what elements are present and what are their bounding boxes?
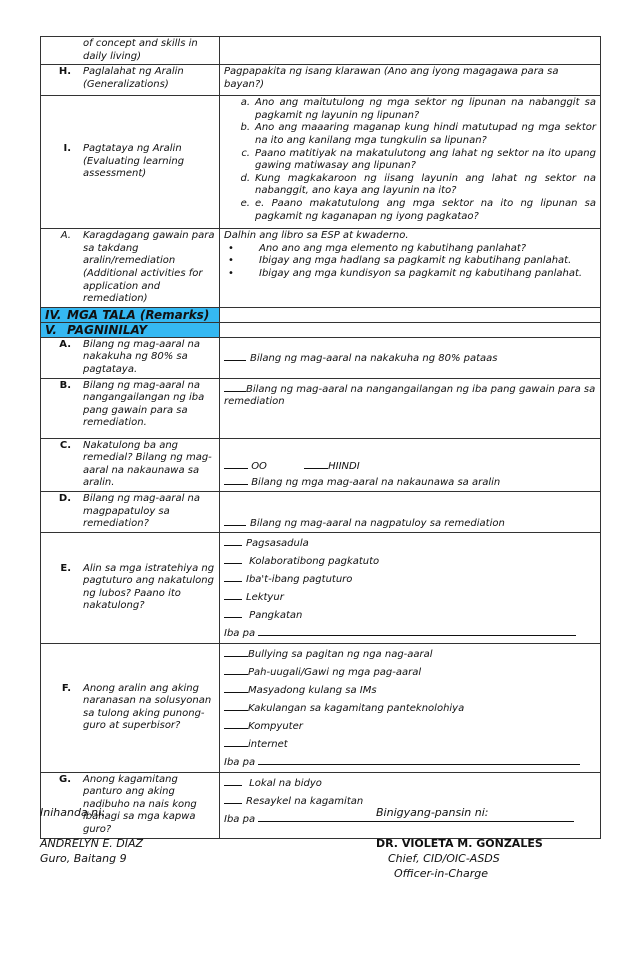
refl-d-answer: Bilang ng mag-aaral na nagpatuloy sa remediation bbox=[250, 518, 505, 530]
list-item: Lokal na bidyo bbox=[224, 774, 596, 792]
noted-label: Binigyang-pansin ni: bbox=[376, 806, 489, 819]
row-letter: H. bbox=[58, 66, 71, 78]
list-item: Kakulangan sa kagamitang panteknolohiya bbox=[224, 699, 596, 717]
list-item: internet bbox=[224, 735, 596, 753]
refl-a-answer: Bilang ng mag-aaral na nakakuha ng 80% pataas bbox=[250, 353, 498, 365]
noted-by-block bbox=[376, 805, 543, 881]
list-item: Pagsasadula bbox=[224, 534, 596, 552]
list-item: b. Ano ang maaaring maganap kung hindi matutupad ng mga sektor na ito ang kanilang mga tungkulin sa lipunan? bbox=[240, 122, 596, 146]
assessment-question-list bbox=[224, 97, 596, 223]
prepared-label: Inihanda ni: bbox=[40, 806, 105, 819]
list-item: d. Kung magkakaroon ng iisang layunin ang lahat ng sektor na nabanggit, ano kaya ang layunin na ito? bbox=[240, 172, 596, 197]
list-item: Bullying sa pagitan ng nga nag-aaral bbox=[224, 645, 596, 663]
refl-b-answer: Bilang ng mag-aaral na nangangailangan ng iba pang gawain para sa remediation bbox=[224, 383, 596, 408]
table-row bbox=[41, 37, 601, 65]
iba-pa-line: Iba pa bbox=[224, 753, 596, 771]
list-item: Resaykel na kagamitan bbox=[224, 792, 596, 810]
noted-role-1: Chief, CID/OIC-ASDS bbox=[388, 852, 500, 865]
additional-intro: Dalhin ang libro sa ESP at kwaderno. bbox=[224, 230, 409, 242]
section-row-remarks: IV. MGA TALA (Remarks) bbox=[41, 307, 601, 322]
list-item: Masyadong kulang sa IMs bbox=[224, 681, 596, 699]
table-row bbox=[41, 229, 601, 308]
refl-c-answer: Bilang ng mga mag-aaral na nakaunawa sa aralin bbox=[251, 477, 501, 489]
row-additional-label: Karagdagang gawain para sa takdang aralin/remediation (Additional activities for application and remediation) bbox=[83, 230, 215, 305]
list-item: e. e. Paano makatutulong ang mga sektor na ito ng lipunan sa pagkamit ng kaganapan ng iyong pagkatao? bbox=[240, 197, 596, 222]
section-title-remarks: MGA TALA (Remarks) bbox=[67, 307, 210, 322]
table-row bbox=[41, 65, 601, 96]
prepared-role: Guro, Baitang 9 bbox=[40, 852, 127, 865]
refl-d-label: Bilang ng mag-aaral na magpapatuloy sa remediation? bbox=[83, 492, 201, 530]
lesson-plan-table bbox=[40, 36, 601, 839]
table-row: F. Anong aralin ang aking naranasan na solusyonan sa tulong aking punong-guro at superbisor? Bullying sa pagitan ng nga nag-aaral Pah-uugali/Gawi ng mga pag-aaral Masyadong kulang sa IMs Kakulangan sa kagamitang panteknolohiya Kompyuter internet Iba pa bbox=[41, 643, 601, 772]
prepared-name: ANDRELYN E. DIAZ bbox=[40, 837, 144, 850]
list-item: • Ibigay ang mga hadlang sa pagkamit ng kabutihang panlahat. bbox=[228, 255, 572, 267]
table-row: B. Bilang ng mag-aaral na nangangailangan ng iba pang gawain para sa remediation. Bilang ng mag-aaral na nangangailangan ng iba pang gawain para sa remediation bbox=[41, 378, 601, 438]
list-item: Iba't-ibang pagtuturo bbox=[224, 570, 596, 588]
refl-e-label: Alin sa mga istratehiya ng pagtuturo ang nakatulong ng lubos? Paano ito nakatulong? bbox=[83, 562, 215, 612]
table-row: A. Bilang ng mag-aaral na nakakuha ng 80% sa pagtataya. Bilang ng mag-aaral na nakakuha ng 80% pataas bbox=[41, 337, 601, 378]
row-i-label: Pagtataya ng Aralin (Evaluating learning assessment) bbox=[83, 143, 185, 180]
table-row: G. Anong kagamitang panturo ang aking nadibuho na nais kong ibahagi sa mga kapwa guro? Lokal na bidyo Resaykel na kagamitan Iba pa bbox=[41, 772, 601, 838]
list-item: • Ibigay ang mga kundisyon sa pagkamit ng kabutihang panlahat. bbox=[228, 267, 583, 279]
refl-c-label: Nakatulong ba ang remedial? Bilang ng mag-aaral na nakaunawa sa aralin. bbox=[83, 439, 212, 489]
list-item: Kolaboratibong pagkatuto bbox=[224, 552, 596, 570]
noted-name: DR. VIOLETA M. GONZALES bbox=[376, 837, 543, 850]
refl-f-label: Anong aralin ang aking naranasan na solusyonan sa tulong aking punong-guro at superbisor? bbox=[83, 682, 212, 732]
prepared-by-block bbox=[40, 805, 143, 866]
list-item: Pangkatan bbox=[224, 606, 596, 624]
option-oo: OO bbox=[251, 460, 267, 472]
list-item: Lektyur bbox=[224, 588, 596, 606]
list-item: Kompyuter bbox=[224, 717, 596, 735]
table-row: C. Nakatulong ba ang remedial? Bilang ng mag-aaral na nakaunawa sa aralin. OO HIINDI Bilang ng mga mag-aaral na nakaunawa sa aralin bbox=[41, 438, 601, 491]
table-row: E. Alin sa mga istratehiya ng pagtuturo ang nakatulong ng lubos? Paano ito nakatulong? Pagsasadula Kolaboratibong pagkatuto Iba't-ibang pagtuturo Lektyur Pangkatan Iba pa bbox=[41, 532, 601, 643]
list-item: Pah-uugali/Gawi ng mga pag-aaral bbox=[224, 663, 596, 681]
refl-g-label: Anong kagamitang panturo ang aking nadibuho na nais kong ibahagi sa mga kapwa guro? bbox=[83, 773, 197, 836]
row-h-label: Paglalahat ng Aralin (Generalizations) bbox=[83, 66, 184, 90]
row-letter: A. bbox=[60, 230, 71, 242]
refl-b-label: Bilang ng mag-aaral na nangangailangan ng iba pang gawain para sa remediation. bbox=[83, 379, 205, 429]
table-row bbox=[41, 96, 601, 229]
additional-bullet-list bbox=[224, 243, 596, 281]
iba-pa-line: Iba pa bbox=[224, 624, 596, 642]
table-row: D. Bilang ng mag-aaral na magpapatuloy sa remediation? Bilang ng mag-aaral na nagpatuloy sa remediation bbox=[41, 491, 601, 532]
option-hindi: HIINDI bbox=[328, 460, 360, 472]
section-title-pagninilay: PAGNINILAY bbox=[67, 322, 148, 337]
row-letter: I. bbox=[63, 143, 71, 155]
section-row-pagninilay: V. PAGNINILAY bbox=[41, 322, 601, 337]
refl-a-label: Bilang ng mag-aaral na nakakuha ng 80% sa pagtataya. bbox=[83, 338, 201, 375]
noted-role-2: Officer-in-Charge bbox=[394, 867, 489, 880]
list-item: • Ano ano ang mga elemento ng kabutihang panlahat? bbox=[228, 242, 527, 254]
row-h-content: Pagpapakita ng isang klarawan (Ano ang iyong magagawa para sa bayan?) bbox=[220, 65, 601, 96]
iba-pa-line: Iba pa bbox=[224, 810, 596, 828]
list-item: c. Paano matitiyak na makatulutong ang lahat ng sektor na ito upang gawing matiwasay ang lipunan? bbox=[241, 147, 596, 172]
prev-row-tail: of concept and skills in daily living) bbox=[83, 38, 198, 62]
list-item: a. Ano ang maitutulong ng mga sektor ng lipunan na nabanggit sa pagkamit ng layunin ng lipunan? bbox=[240, 97, 596, 121]
